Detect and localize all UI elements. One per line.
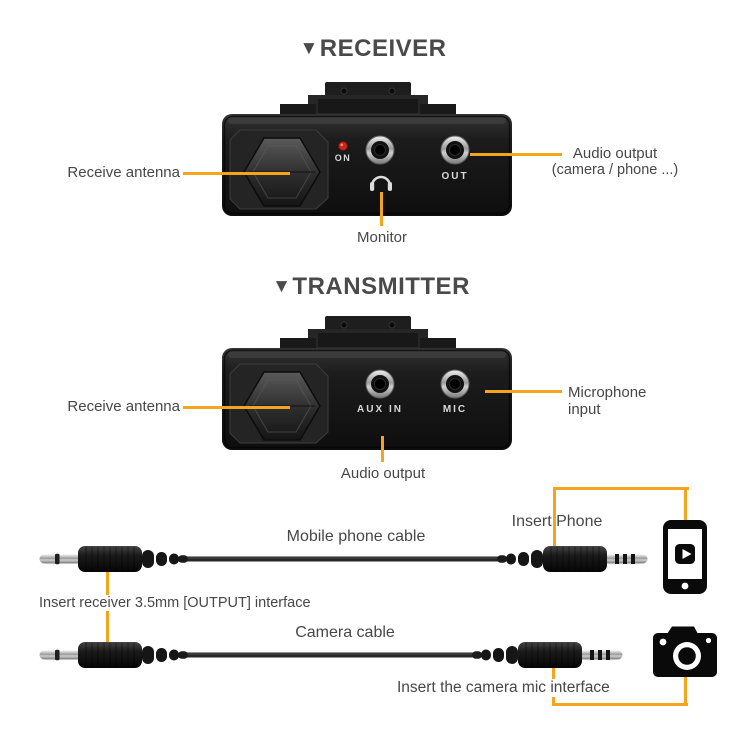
insert-camera-mic-label: Insert the camera mic interface bbox=[394, 679, 613, 697]
transmitter-antenna-leader-line bbox=[183, 406, 290, 409]
transmitter-mic-label: MIC bbox=[442, 404, 468, 415]
camera-cable-label: Camera cable bbox=[295, 624, 395, 641]
mic-input-label bbox=[568, 384, 646, 418]
receiver-on-label: ON bbox=[334, 153, 352, 163]
mono-plug-end bbox=[40, 546, 189, 572]
mono-plug-end bbox=[40, 642, 189, 668]
camera-lens bbox=[673, 642, 701, 670]
transmitter-device-image bbox=[222, 316, 512, 451]
receiver-antenna-leader-line bbox=[183, 172, 290, 175]
home-button-dot bbox=[682, 583, 689, 590]
receiver-section-title bbox=[299, 35, 446, 63]
receiver-audio-output-leader-line bbox=[470, 153, 562, 156]
receiver-audio-output-label bbox=[550, 145, 680, 178]
transmitter-title-text: TRANSMITTER bbox=[292, 273, 470, 300]
transmitter-section-title bbox=[272, 273, 470, 301]
aux-in-jack bbox=[366, 370, 394, 398]
stereo-plug-end bbox=[472, 642, 623, 668]
receiver-out-label: OUT bbox=[441, 171, 469, 182]
phone-icon bbox=[663, 520, 707, 594]
receiver-antenna-label: Receive antenna bbox=[67, 164, 180, 181]
audio-output-label-line2: (camera / phone ...) bbox=[551, 162, 679, 178]
phone-icon-leader-vline bbox=[684, 487, 687, 520]
mic-input-label-line2: input bbox=[568, 401, 601, 418]
insert-phone-leader-hline bbox=[553, 487, 689, 490]
monitor-leader-line bbox=[380, 192, 383, 226]
headphone-jack bbox=[366, 136, 394, 164]
play-icon bbox=[675, 544, 695, 564]
cable-wire bbox=[180, 557, 505, 562]
shoe-mount bbox=[280, 82, 456, 117]
transmitter-aux-label: AUX IN bbox=[357, 404, 403, 415]
camera-flash-dot bbox=[660, 639, 667, 646]
stereo-plug-end bbox=[497, 546, 648, 572]
camera-icon-leader-vline bbox=[684, 677, 687, 706]
camera-button-dot bbox=[706, 638, 711, 643]
triangle-marker-icon: ▼ bbox=[299, 38, 319, 59]
aux-audio-output-leader-line bbox=[381, 436, 384, 462]
mobile-phone-cable-label: Mobile phone cable bbox=[286, 528, 426, 545]
transmitter-audio-output-label: Audio output bbox=[340, 465, 426, 482]
shoe-mount bbox=[280, 316, 456, 351]
insert-receiver-output-label: Insert receiver 3.5mm [OUTPUT] interface bbox=[36, 595, 314, 611]
triangle-marker-icon: ▼ bbox=[272, 276, 292, 297]
receiver-title-text: RECEIVER bbox=[319, 35, 447, 62]
monitor-label: Monitor bbox=[356, 229, 408, 246]
receiver-device-image bbox=[222, 82, 512, 217]
transmitter-antenna-label: Receive antenna bbox=[67, 398, 180, 415]
audio-output-label-line1: Audio output bbox=[572, 145, 658, 162]
out-jack bbox=[441, 136, 469, 164]
insert-phone-label: Insert Phone bbox=[511, 513, 603, 530]
cable-wire bbox=[180, 653, 480, 658]
power-led bbox=[339, 142, 348, 151]
mic-input-leader-line bbox=[485, 390, 562, 393]
camera-leader-hline bbox=[552, 703, 688, 706]
mic-input-label-line1: Microphone bbox=[568, 384, 647, 401]
camera-icon bbox=[653, 625, 717, 677]
mic-jack bbox=[441, 370, 469, 398]
